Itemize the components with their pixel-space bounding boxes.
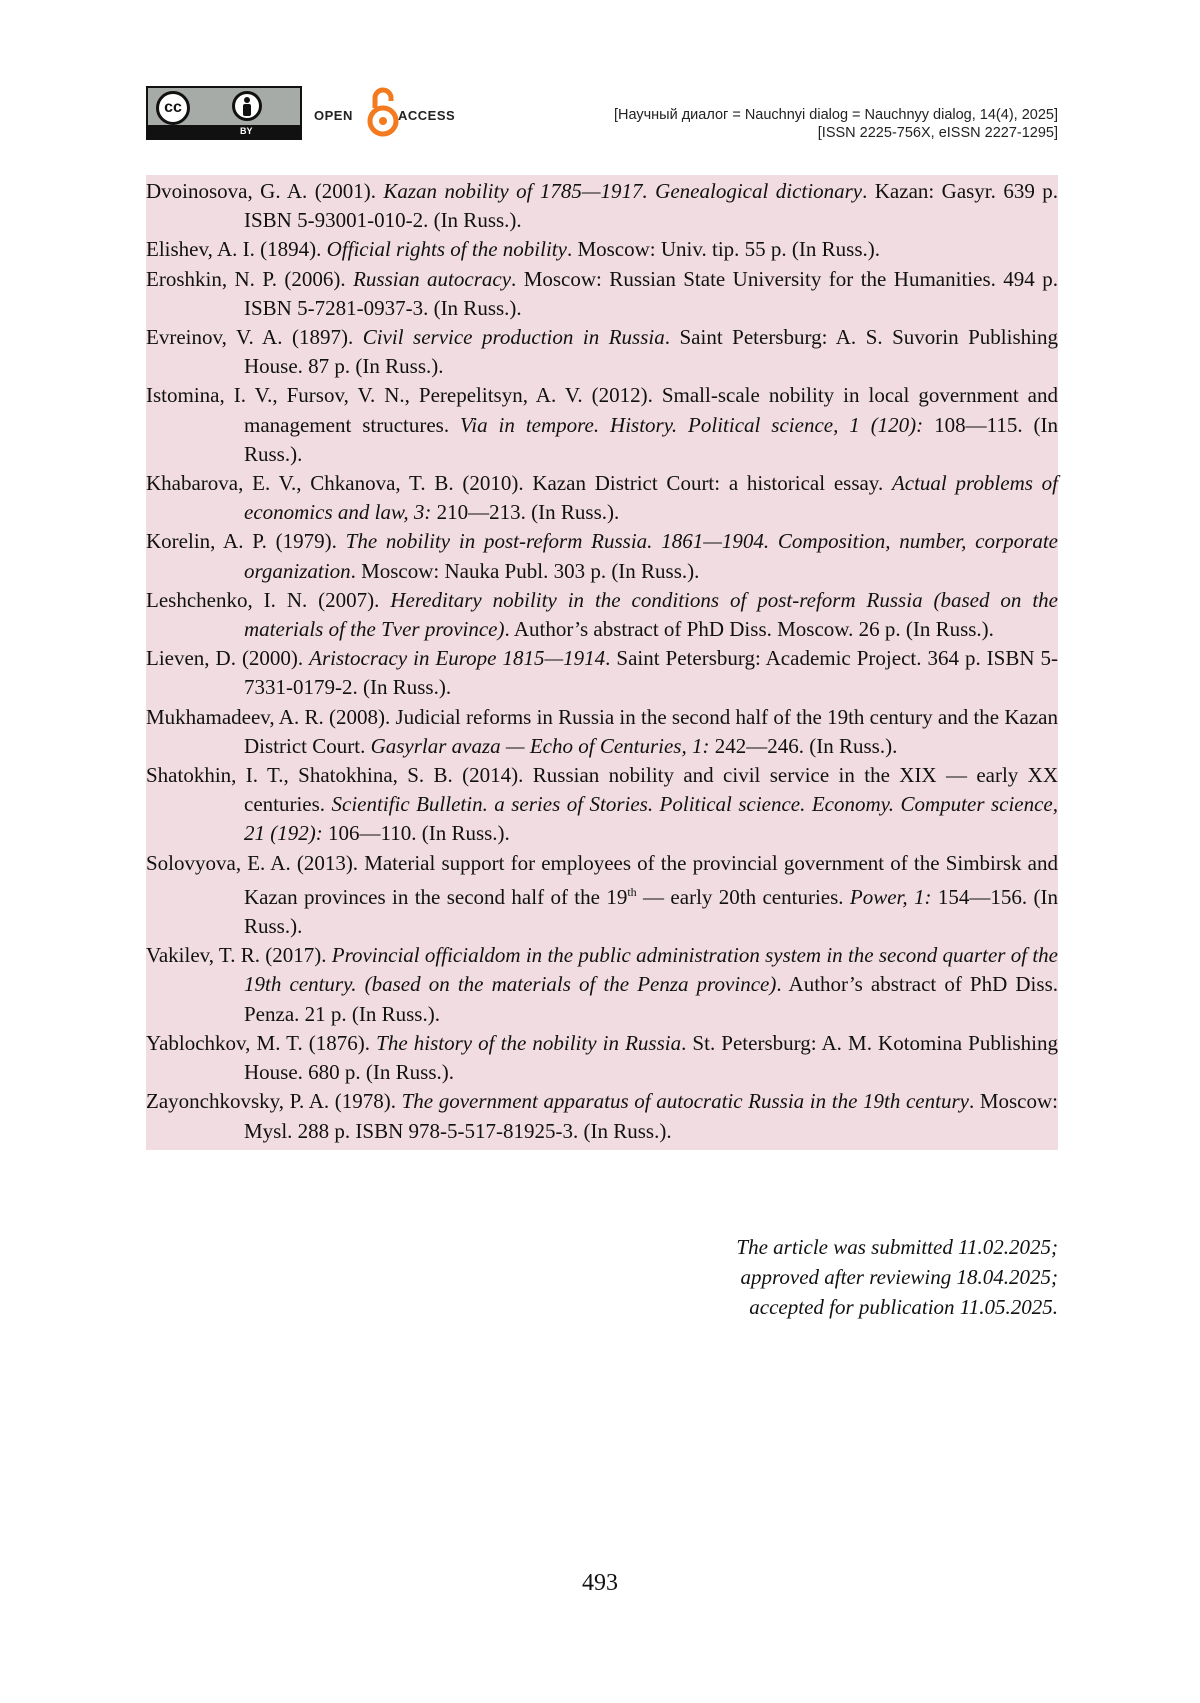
reference-part-c: . Author’s abstract of PhD Diss. Moscow. 26 p. (In Russ.). [504, 617, 994, 642]
reference-item [146, 235, 1058, 264]
date-approved: approved after reviewing 18.04.2025; [740, 1265, 1058, 1289]
reference-part-a: Leshchenko, I. N. (2007). [146, 587, 391, 612]
reference-part-b: Official rights of the nobility [326, 237, 567, 262]
reference-part-b: Via in tempore. History. Political science, 1 (120): [460, 412, 924, 437]
reference-part-c: . Moscow: Univ. tip. 55 p. (In Russ.). [566, 237, 881, 262]
reference-item [146, 1087, 1058, 1145]
reference-item [146, 527, 1058, 585]
reference-part-b: Provincial officialdom in the public administration system in the second quarter of the 19th century. (based on the materials of the Penza province) [244, 943, 1059, 997]
reference-part-c: 210—213. (In Russ.). [431, 500, 620, 525]
reference-part-b: Civil service production in Russia [362, 325, 665, 350]
reference-item [146, 761, 1058, 849]
reference-item [146, 177, 1058, 235]
reference-part-c: . St. Petersburg: A. M. Kotomina Publishing House. 680 p. (In Russ.). [244, 1030, 1058, 1085]
page-number: 493 [582, 1570, 618, 1596]
cc-by-license-badge [146, 86, 302, 140]
reference-part-b: Scientific Bulletin. a series of Stories. Political science. Economy. Computer science, 21 (192): [244, 792, 1058, 846]
reference-part-b: Russian autocracy [353, 266, 512, 291]
reference-item [146, 586, 1058, 644]
reference-item [146, 323, 1058, 381]
reference-part-b: The government apparatus of autocratic Russia in the 19th century [401, 1089, 969, 1114]
article-dates [736, 1232, 1058, 1322]
reference-part-a2: — early 20th centuries. [636, 884, 850, 909]
reference-part-c: . Kazan: Gasyr. 639 p. ISBN 5-93001-010-2. (In Russ.). [244, 179, 1059, 233]
reference-item [146, 381, 1058, 469]
reference-item [146, 265, 1058, 323]
reference-part-c: 106—110. (In Russ.). [322, 821, 510, 846]
reference-part-c: . Saint Petersburg: A. S. Suvorin Publishing House. 87 p. (In Russ.). [244, 325, 1058, 379]
reference-part-a: Zayonchkovsky, P. A. (1978). [146, 1089, 402, 1114]
date-submitted: The article was submitted 11.02.2025; [736, 1235, 1058, 1259]
reference-part-a: Istomina, I. V., Fursov, V. N., Perepelitsyn, A. V. (2012). Small-scale nobility in local government and management structures. [146, 383, 1058, 437]
reference-part-b: Power, 1: [849, 884, 932, 909]
license-by-label: BY [240, 126, 253, 136]
reference-part-c: 154—156. (In Russ.). [244, 884, 1058, 939]
license-strip [148, 125, 300, 138]
reference-part-b: The history of the nobility in Russia [376, 1030, 682, 1055]
reference-part-c: . Moscow: Nauka Publ. 303 p. (In Russ.). [350, 558, 700, 583]
reference-part-a: Eroshkin, N. P. (2006). [146, 266, 354, 291]
reference-part-sup: th [627, 884, 637, 899]
reference-part-c: 108—115. (In Russ.). [244, 412, 1058, 466]
reference-part-a: Dvoinosova, G. A. (2001). [146, 179, 384, 203]
journal-line-2: [ISSN 2225-756X, eISSN 2227-1295] [817, 125, 1058, 141]
reference-part-c: . Saint Petersburg: Academic Project. 364 p. ISBN 5-7331-0179-2. (In Russ.). [244, 646, 1058, 700]
page-header [146, 86, 1058, 142]
reference-item [146, 1029, 1058, 1087]
open-access-word-access: ACCESS [398, 108, 456, 123]
creative-commons-icon: cc [156, 91, 190, 125]
reference-item [146, 469, 1058, 527]
reference-part-a: Solovyova, E. A. (2013). Material support for employees of the provincial government of the Simbirsk and Kazan provinces in the second half of the 19 [146, 850, 1058, 909]
references-list [146, 175, 1058, 1150]
open-lock-icon [366, 86, 400, 138]
journal-line-1: [Научный диалог = Nauchnyi dialog = Nauchnyy dialog, 14(4), 2025] [613, 107, 1058, 123]
reference-part-b: Aristocracy in Europe 1815—1914 [309, 646, 606, 671]
reference-part-a: Khabarova, E. V., Chkanova, T. B. (2010). Kazan District Court: a historical essay. [146, 471, 892, 496]
reference-part-b: The nobility in post-reform Russia. 1861—1904. Composition, number, corporate organization [244, 529, 1058, 583]
open-access-word-open: OPEN [314, 108, 353, 123]
reference-part-b: Gasyrlar avaza — Echo of Centuries, 1: [370, 733, 710, 758]
reference-part-b: Kazan nobility of 1785—1917. Genealogical dictionary [383, 179, 863, 203]
date-accepted: accepted for publication 11.05.2025. [749, 1295, 1058, 1319]
reference-part-a: Vakilev, T. R. (2017). [146, 943, 332, 968]
attribution-person-icon [232, 91, 262, 121]
open-access-logo [314, 86, 464, 140]
reference-item [146, 849, 1058, 942]
reference-part-c: . Author’s abstract of PhD Diss. Penza. 21 p. (In Russ.). [244, 972, 1058, 1026]
journal-citation [614, 106, 1058, 142]
reference-part-b: Actual problems of economics and law, 3: [244, 471, 1058, 525]
reference-item [146, 941, 1058, 1029]
reference-item [146, 644, 1058, 702]
reference-part-b: Hereditary nobility in the conditions of post-reform Russia (based on the materials of the Tver province) [244, 587, 1058, 642]
reference-part-a: Elishev, A. I. (1894). [146, 237, 327, 262]
reference-part-a: Evreinov, V. A. (1897). [146, 325, 363, 350]
reference-part-c: 242—246. (In Russ.). [709, 733, 898, 758]
reference-part-a: Lieven, D. (2000). [146, 646, 310, 671]
reference-part-a: Yablochkov, M. T. (1876). [146, 1030, 377, 1055]
reference-part-a: Korelin, A. P. (1979). [146, 529, 346, 554]
reference-part-a: Mukhamadeev, A. R. (2008). Judicial reforms in Russia in the second half of the 19th century and the Kazan District Court. [146, 704, 1058, 758]
reference-item [146, 703, 1058, 761]
reference-part-c: . Moscow: Russian State University for the Humanities. 494 p. ISBN 5-7281-0937-3. (In Russ.). [244, 266, 1058, 320]
reference-part-c: . Moscow: Mysl. 288 p. ISBN 978-5-517-81925-3. (In Russ.). [244, 1089, 1058, 1143]
reference-part-a: Shatokhin, I. T., Shatokhina, S. B. (2014). Russian nobility and civil service in the XIX — early XX centuries. [146, 763, 1058, 817]
